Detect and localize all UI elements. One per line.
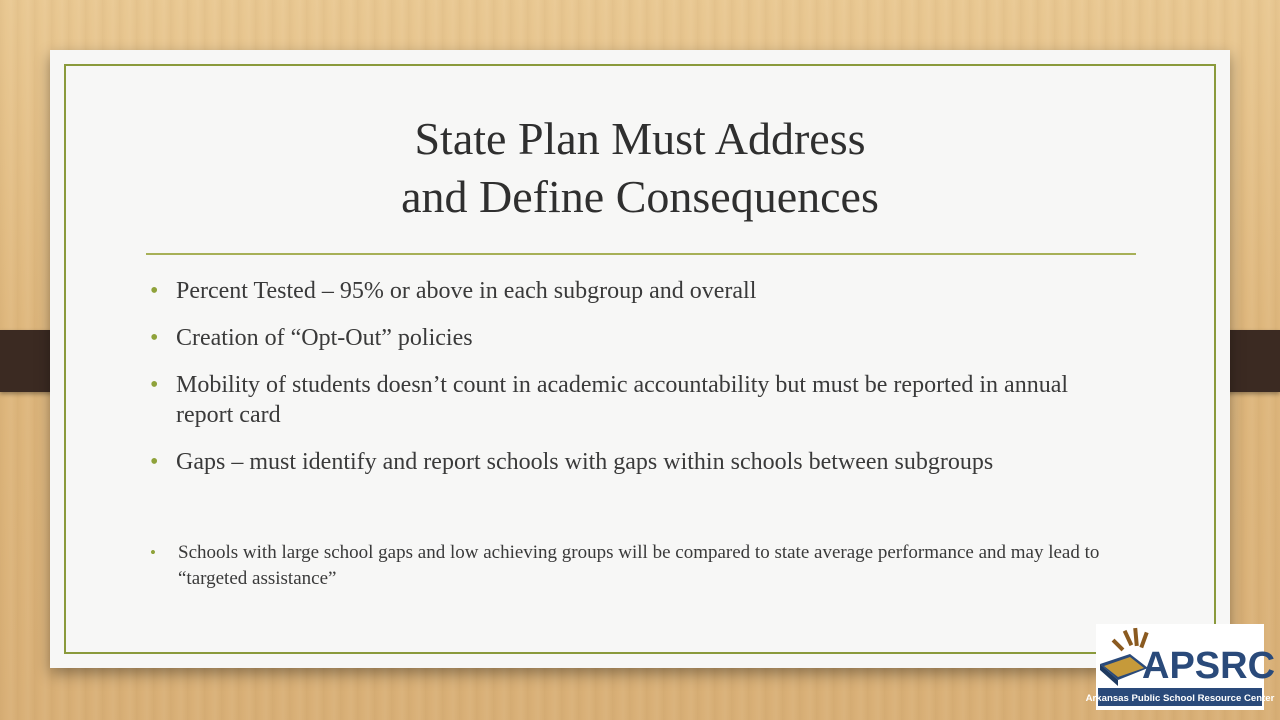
logo-subtitle: Arkansas Public School Resource Center [1085,693,1275,704]
apsrc-logo-graphic [1085,624,1276,710]
sub-bullet-list [176,540,1106,592]
title-line-2: and Define Consequences [401,171,879,222]
bullet-item: • Gaps – must identify and report schools with gaps within schools between subgroups [150,447,1110,477]
title-line-1: State Plan Must Address [414,113,866,164]
bullet-item: • Percent Tested – 95% or above in each subgroup and overall [150,276,1110,306]
bullet-list [150,276,1110,494]
sub-bullet-item: • Schools with large school gaps and low achieving groups will be compared to state average performance and may lead to “targeted assistance” [128,540,1106,592]
apsrc-logo [1085,624,1276,710]
slide-title [50,110,1230,226]
logo-wordmark: APSRC [1142,645,1276,687]
bullet-item: • Creation of “Opt-Out” policies [150,323,1110,353]
bullet-item: • Mobility of students doesn’t count in academic accountability but must be reported in annual report card [150,370,1110,430]
title-divider [146,253,1136,255]
